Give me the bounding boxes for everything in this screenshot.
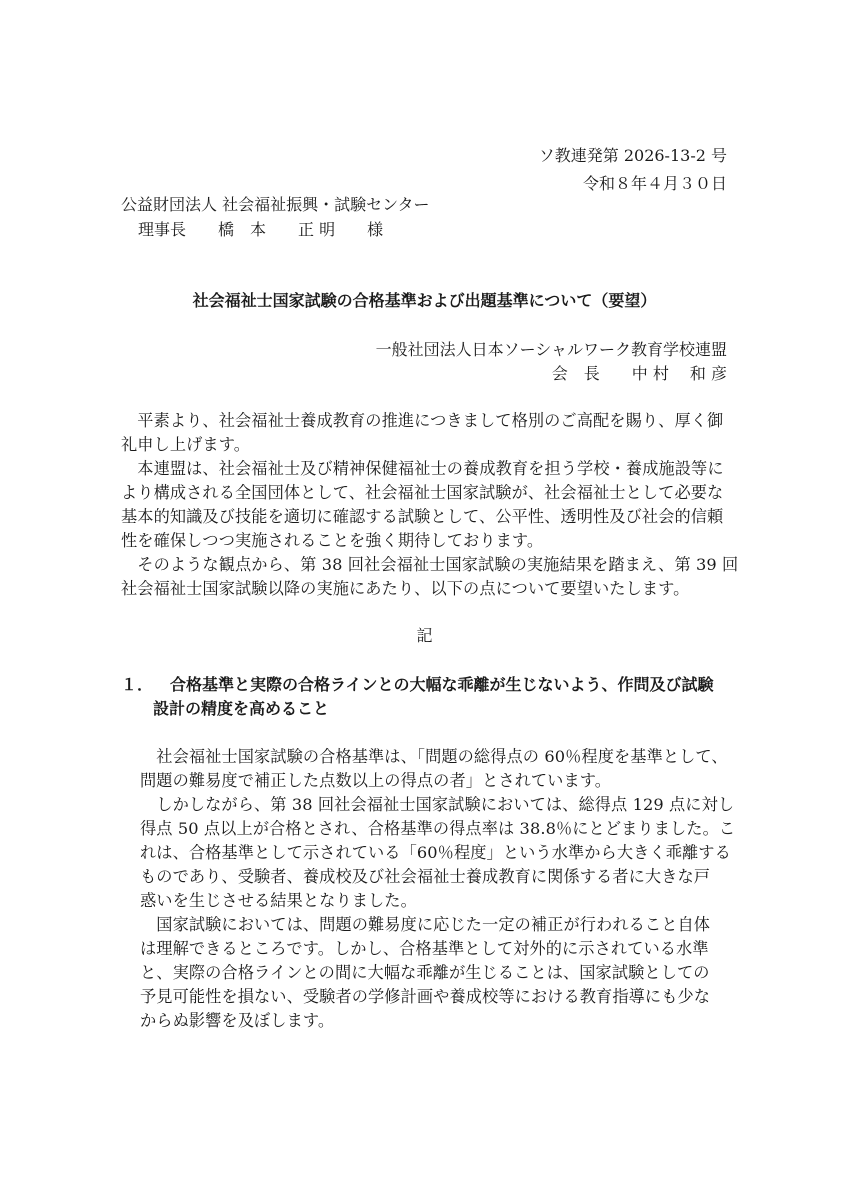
- section-body-line: 得点 50 点以上が合格とされ、合格基準の得点率は 38.8％にとどまりました。こ: [140, 819, 736, 838]
- intro-line: 基本的知識及び技能を適切に確認する試験として、公平性、透明性及び社会的信頼: [121, 507, 724, 526]
- intro-line: 礼申し上げます。: [121, 435, 251, 454]
- intro-line: 平素より、社会福祉士養成教育の推進につきまして格別のご高配を賜り、厚く御: [121, 411, 724, 430]
- recipient-organization: 公益財団法人 社会福祉振興・試験センター: [121, 195, 430, 214]
- section-body-line: 惑いを生じさせる結果となりました。: [140, 891, 417, 910]
- section-body-line: 問題の難易度で補正した点数以上の得点の者」とされています。: [140, 771, 612, 790]
- section-body-line: 社会福祉士国家試験の合格基準は、「問題の総得点の 60％程度を基準として、: [140, 747, 728, 766]
- ki-marker: 記: [416, 626, 433, 645]
- section-number: １．: [121, 675, 154, 694]
- section-heading-line: 設計の精度を高めること: [153, 699, 330, 718]
- intro-line: 社会福祉士国家試験以降の実施にあたり、以下の点について要望いたします。: [121, 579, 690, 598]
- section-body-line: 国家試験においては、問題の難易度に応じた一定の補正が行われること自体: [140, 915, 711, 934]
- document-title: 社会福祉士国家試験の合格基準および出題基準について（要望）: [192, 291, 657, 310]
- section-body-line: からぬ影響を及ぼします。: [140, 1011, 335, 1030]
- section-body-line: 予見可能性を損ない、受験者の学修計画や養成校等における教育指導にも少な: [140, 987, 711, 1006]
- sender-organization: 一般社団法人日本ソーシャルワーク教育学校連盟: [375, 340, 727, 359]
- section-heading-line: 合格基準と実際の合格ラインとの大幅な乖離が生じないよう、作問及び試験: [170, 675, 714, 694]
- sender-person: 会 長 中 村 和 彦: [551, 364, 727, 383]
- section-body-line: は理解できるところです。しかし、合格基準として対外的に示されている水準: [140, 939, 709, 958]
- document-number: ソ教連発第 2026-13-2 号: [538, 146, 727, 165]
- intro-line: 性を確保しつつ実施されることを強く期待しております。: [121, 531, 544, 550]
- section-body-line: れは、合格基準として示されている「60％程度」という水準から大きく乖離する: [140, 843, 731, 862]
- recipient-person: 理事長 橋 本 正 明 様: [138, 220, 384, 239]
- intro-line: 本連盟は、社会福祉士及び精神保健福祉士の養成教育を担う学校・養成施設等に: [121, 459, 724, 478]
- section-body-line: ものであり、受験者、養成校及び社会福祉士養成教育に関係する者に大きな戸: [140, 867, 711, 886]
- section-body-line: と、実際の合格ラインとの間に大幅な乖離が生じることは、国家試験としての: [140, 963, 710, 982]
- intro-line: そのような観点から、第 38 回社会福祉士国家試験の実施結果を踏まえ、第 39 回: [121, 555, 739, 574]
- intro-line: より構成される全国団体として、社会福祉士国家試験が、社会福祉士として必要な: [121, 483, 724, 502]
- section-body-line: しかしながら、第 38 回社会福祉士国家試験においては、総得点 129 点に対し: [140, 795, 735, 814]
- document-date: 令和８年４月３０日: [582, 174, 727, 193]
